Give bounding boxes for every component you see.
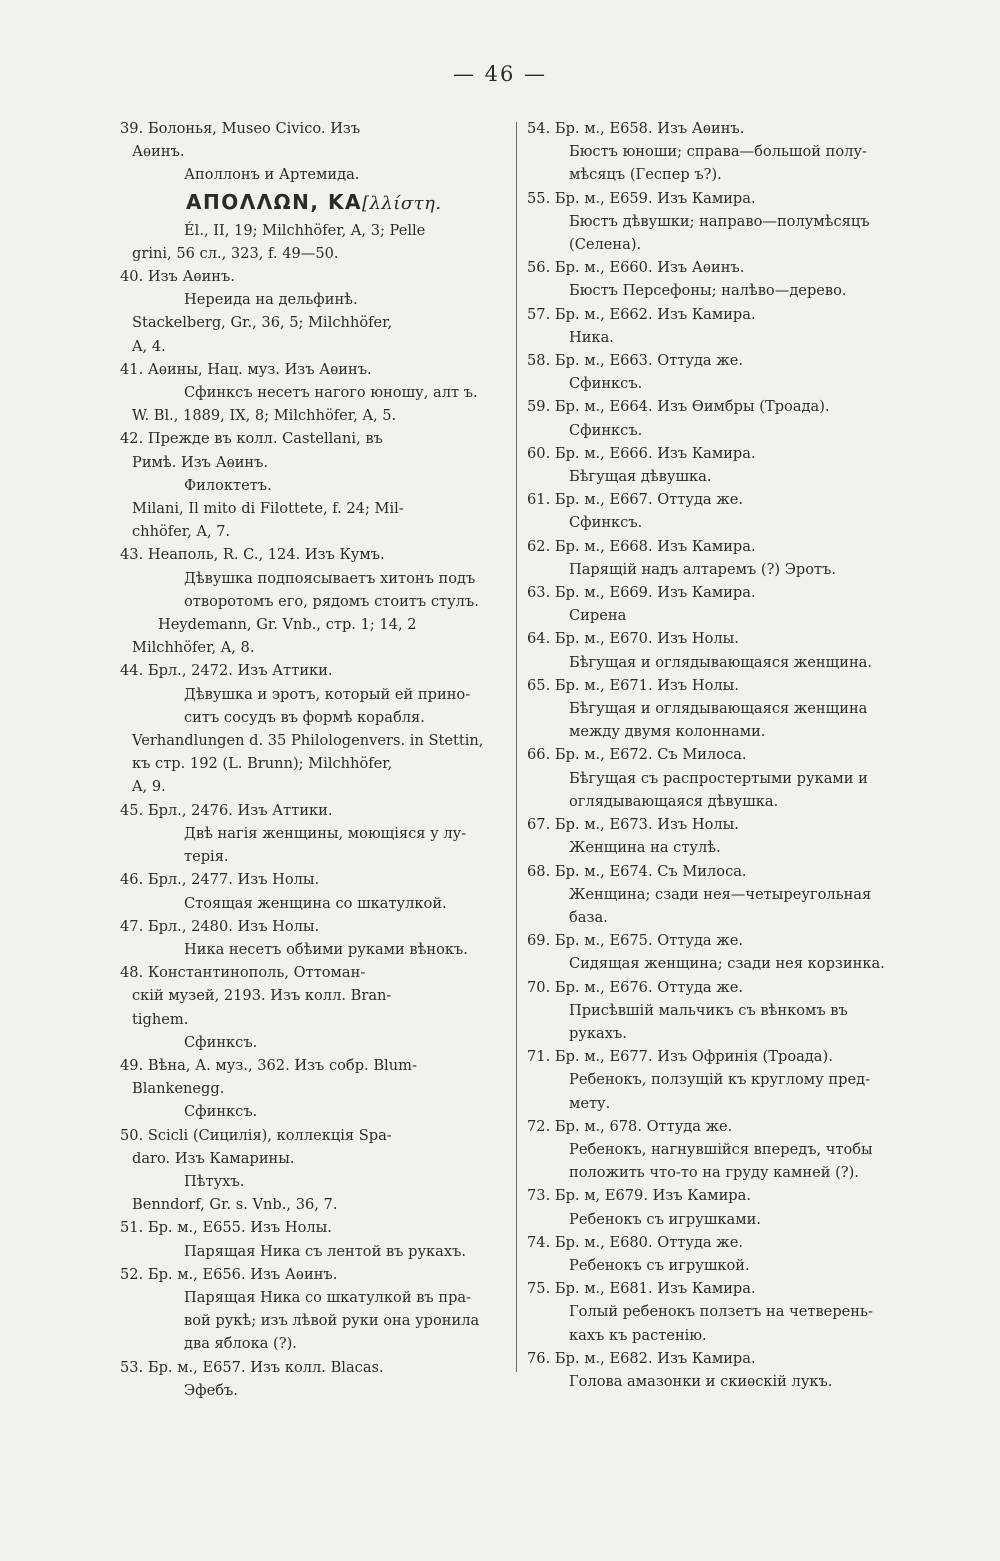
left-column-line: 46. Брл., 2477. Изъ Нолы. [120,871,320,889]
right-column-line: (Селена). [569,236,642,254]
left-column-line: Стоящая женщина со шкатулкой. [184,894,447,912]
left-column-line: Milchhöfer, A, 8. [132,639,255,657]
left-column-line: Парящая Ника съ лентой въ рукахъ. [184,1242,467,1260]
left-column-line: Парящая Ника со шкатулкой въ пра- [184,1288,472,1306]
right-column-line: 56. Бр. м., E660. Изъ Аѳинъ. [527,259,745,277]
right-column-line: Сидящая женщина; сзади нея корзинка. [569,955,885,973]
left-column-line: 41. Аѳины, Нац. муз. Изъ Аѳинъ. [120,360,372,378]
right-column-line: Голова амазонки и скиѳскій лукъ. [569,1372,833,1390]
left-column-line: Аѳинъ. [132,143,185,161]
right-column-line: рукахъ. [569,1024,627,1042]
left-column-line: отворотомъ его, рядомъ стоитъ стулъ. [184,592,479,610]
right-column-line: 73. Бр. м, E679. Изъ Камира. [527,1187,751,1205]
left-column-line: Stackelberg, Gr., 36, 5; Milchhöfer, [132,314,393,332]
right-column-line: Голый ребенокъ ползетъ на четверень- [569,1303,873,1321]
right-column-line: Бюстъ Персефоны; налѣво—дерево. [569,282,847,300]
right-column-line: Парящій надъ алтаремъ (?) Эротъ. [569,560,837,578]
left-column-line: Heydemann, Gr. Vnb., стр. 1; 14, 2 [158,616,417,634]
greek-inscription-cursive: [λλίστη. [361,192,442,214]
left-column-line: 52. Бр. м., E656. Изъ Аѳинъ. [120,1265,338,1283]
left-column-line: два яблока (?). [184,1335,297,1353]
left-column-line: 42. Прежде въ колл. Castellani, въ [120,430,383,448]
right-column-line: 75. Бр. м., E681. Изъ Камира. [527,1280,756,1298]
right-column-line: Присѣвшій мальчикъ съ вѣнкомъ въ [569,1001,848,1019]
right-column-line: 63. Бр. м., E669. Изъ Камира. [527,584,756,602]
right-column-line: 55. Бр. м., E659. Изъ Камира. [527,189,756,207]
column-divider [516,122,517,1372]
right-column-line: Бюстъ юноши; справа—большой полу- [569,143,867,161]
right-column-line: положить что-то на груду камней (?). [569,1164,859,1182]
left-column-line: A, 9. [132,778,166,796]
right-column-line: Женщина; сзади нея—четыреугольная [569,885,872,903]
right-column-line: 71. Бр. м., E677. Изъ Офринія (Троада). [527,1048,833,1066]
right-column-line: между двумя колоннами. [569,723,766,741]
left-column-line: Сфинксъ. [184,1103,258,1121]
right-column-line: оглядывающаяся дѣвушка. [569,792,779,810]
right-column-line: кахъ къ растенію. [569,1326,707,1344]
right-column-line: 74. Бр. м., E680. Оттуда же. [527,1233,743,1251]
right-column-line: Ребенокъ, ползущій къ круглому пред- [569,1071,871,1089]
right-column-line: Сфинксъ. [569,375,643,393]
right-column-line: Сфинксъ. [569,514,643,532]
left-column-line: Нереида на дельфинѣ. [184,291,358,309]
left-column-line: Двѣ нагія женщины, моющіяся у лу- [184,824,467,842]
left-column-line: къ стр. 192 (L. Brunn); Milchhöfer, [132,755,393,773]
left-column-line: 45. Брл., 2476. Изъ Аттики. [120,801,333,819]
left-column-line: 48. Константинополь, Оттоман- [120,964,366,982]
left-column-line: 49. Вѣна, А. муз., 362. Изъ собр. Blum- [120,1056,417,1074]
right-column-line: Бюстъ дѣвушки; направо—полумѣсяцъ [569,212,870,230]
left-column-line: daro. Изъ Камарины. [132,1149,295,1167]
right-column-line: 59. Бр. м., E664. Изъ Ѳимбры (Троада). [527,398,830,416]
right-column-line: 67. Бр. м., E673. Изъ Нолы. [527,816,739,834]
right-column-line: 64. Бр. м., E670. Изъ Нолы. [527,630,739,648]
right-column-line: Бѣгущая и оглядывающаяся женщина. [569,653,873,671]
right-column-line: 70. Бр. м., E676. Оттуда же. [527,978,743,996]
left-column-line: tighem. [132,1010,189,1028]
left-column-line: Verhandlungen d. 35 Philologenvers. in Stettin, [132,732,484,750]
left-column [120,117,515,1402]
right-column-line: мѣсяцъ (Геспер ъ?). [569,166,722,184]
left-column-line: Milani, Il mito di Filottete, f. 24; Mil- [132,500,404,518]
right-column-line: база. [569,908,608,926]
right-column-line: 68. Бр. м., E674. Съ Милоса. [527,862,747,880]
left-column-line: Blankenegg. [132,1080,225,1098]
right-column-line: 60. Бр. м., E666. Изъ Камира. [527,444,756,462]
left-column-line: Эфебъ. [184,1381,238,1399]
left-column-line: Аполлонъ и Артемида. [184,166,360,184]
left-column-line: 51. Бр. м., E655. Изъ Нолы. [120,1219,332,1237]
right-column-line: Бѣгущая съ распростертыми руками и [569,769,868,787]
left-column-line: ситъ сосудъ въ формѣ корабля. [184,708,425,726]
left-column-line: 47. Брл., 2480. Изъ Нолы. [120,917,320,935]
left-column-line: 39. Болонья, Museo Civico. Изъ [120,120,361,137]
left-column-line: Benndorf, Gr. s. Vnb., 36, 7. [132,1196,338,1214]
left-column-line: Сфинксъ. [184,1033,258,1051]
left-column-line: Él., II, 19; Milchhöfer, A, 3; Pelle [184,221,426,239]
right-column-line: Ребенокъ, нагнувшійся впередъ, чтобы [569,1140,873,1158]
left-column-line: A, 4. [132,337,166,355]
left-column-line: скій музей, 2193. Изъ колл. Bran- [132,987,392,1005]
right-column-line: Сирена [569,607,627,625]
right-column-line: Женщина на стулѣ. [569,839,721,857]
right-column-line: Бѣгущая и оглядывающаяся женщина [569,700,868,718]
right-column-line: 66. Бр. м., E672. Съ Милоса. [527,746,747,764]
right-column-line: 76. Бр. м., E682. Изъ Камира. [527,1349,756,1367]
left-column-line: W. Bl., 1889, IX, 8; Milchhöfer, A, 5. [132,407,397,425]
left-column-line: chhöfer, A, 7. [132,523,231,541]
right-column-line: 54. Бр. м., E658. Изъ Аѳинъ. [527,120,745,137]
left-column-line [120,187,515,219]
right-column-line: Ника. [569,328,614,346]
right-column-line: 61. Бр. м., E667. Оттуда же. [527,491,743,509]
left-column-line: 44. Брл., 2472. Изъ Аттики. [120,662,333,680]
right-column-line: 58. Бр. м., E663. Оттуда же. [527,352,743,370]
left-column-line: 43. Неаполь, R. C., 124. Изъ Кумъ. [120,546,385,564]
right-column-line: мету. [569,1094,611,1112]
right-column-line: Ребенокъ съ игрушками. [569,1210,761,1228]
right-column-line: 57. Бр. м., E662. Изъ Камира. [527,305,756,323]
right-column-line: Ребенокъ съ игрушкой. [569,1256,750,1274]
left-column-line: 53. Бр. м., E657. Изъ колл. Blacas. [120,1358,384,1376]
left-column-line: Римѣ. Изъ Аѳинъ. [132,453,269,471]
left-column-line: 50. Scicli (Сицилія), коллекція Spa- [120,1126,392,1144]
greek-inscription: ΑΠΟΛΛΩΝ, ΚΑ [186,189,362,214]
right-column-line: 62. Бр. м., E668. Изъ Камира. [527,537,756,555]
left-column-line: вой рукѣ; изъ лѣвой руки она уронила [184,1312,480,1330]
right-column-line: Сфинксъ. [569,421,643,439]
left-column-line: Дѣвушка подпоясываетъ хитонъ подъ [184,569,476,587]
right-column-line: 65. Бр. м., E671. Изъ Нолы. [527,676,739,694]
right-column-line: Бѣгущая дѣвушка. [569,468,712,486]
left-column-line: Филоктетъ. [184,476,272,494]
left-column-line: Дѣвушка и эротъ, который ей прино- [184,685,471,703]
left-column-line: Сфинксъ несетъ нагого юношу, алт ъ. [184,384,478,402]
left-column-line: grini, 56 сл., 323, f. 49—50. [132,244,339,262]
right-column-line: 72. Бр. м., 678. Оттуда же. [527,1117,733,1135]
left-column-line: Пѣтухъ. [184,1172,245,1190]
left-column-line: Ника несетъ обѣими руками вѣнокъ. [184,940,468,958]
right-column [527,117,921,1393]
left-column-line: 40. Изъ Аѳинъ. [120,268,235,286]
page-number: — 46 — [452,62,548,86]
left-column-line: терія. [184,848,229,866]
right-column-line: 69. Бр. м., E675. Оттуда же. [527,932,743,950]
